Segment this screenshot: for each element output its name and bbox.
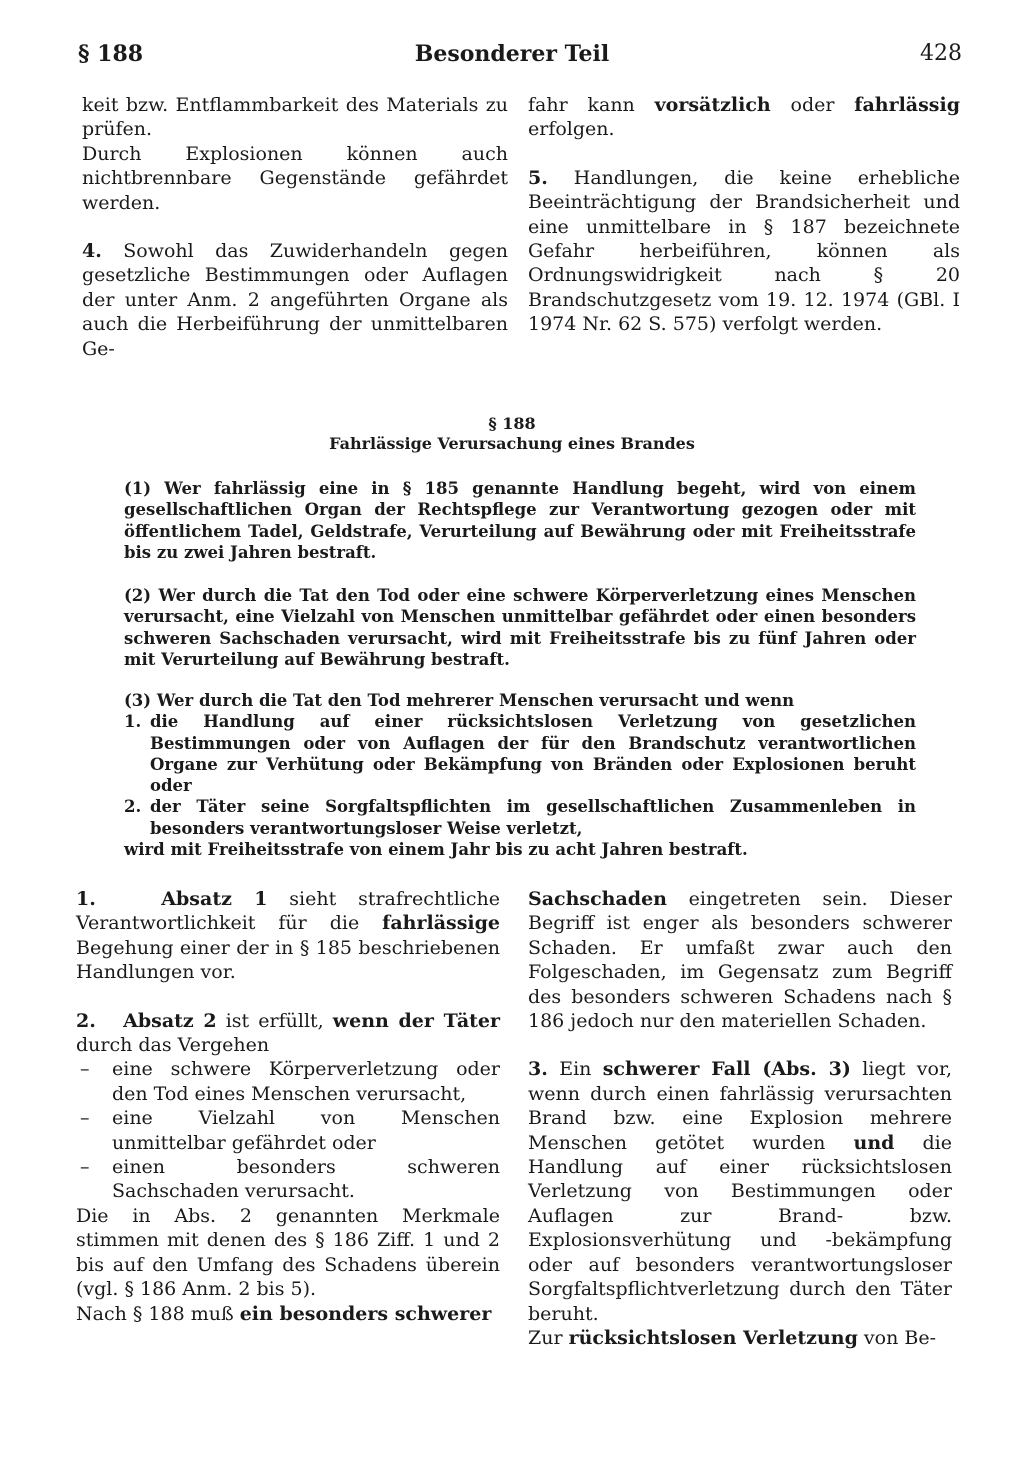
annotation-number: 1. <box>76 888 96 910</box>
paragraph-text <box>528 1326 952 1350</box>
bold-term: fahrlässige <box>382 912 500 935</box>
paragraph-continuation-right <box>528 93 960 142</box>
law-paragraph-3 <box>124 690 916 860</box>
paragraph-continuation: keit bzw. Entflammbarkeit des Materials zu prüfen. <box>82 94 508 141</box>
dash-marker: – <box>80 1107 90 1130</box>
dash-marker: – <box>80 1058 90 1081</box>
annotation-text: Handlungen, die keine erhebliche Beeinträchtigung der Brandsicherheit und eine unmittelbare in § 187 bezeichnete Gefahr herbeiführen, können als Ordnungswidrigkeit nach § 20 Brandschutzgesetz vom 19. 12. 1974 (GBl. I 1974 Nr. 62 S. 575) verfolgt werden. <box>528 166 960 336</box>
bold-term: rücksichtslosen Verletzung <box>568 1326 858 1349</box>
annotation-number: 5. <box>528 166 548 189</box>
text-run: Ein <box>547 1058 603 1081</box>
law-text: (3) Wer durch die Tat den Tod mehrerer Menschen verursacht und wenn <box>124 691 795 710</box>
list-text: der Täter seine Sorgfaltspflichten im gesellschaftlichen Zusammenleben in besonders verantwortungsloser Weise verletzt, <box>150 797 916 838</box>
annotation-3 <box>528 1057 952 1325</box>
law-list-item <box>124 711 916 796</box>
bold-term: schwerer Fall (Abs. 3) <box>602 1058 851 1081</box>
law-text: (2) Wer durch die Tat den Tod oder eine schwere Körperverletzung eines Menschen verursacht, eine Vielzahl von Menschen unmittelbar gefährdet oder einen besonders schweren Sachschaden verursacht, wird mit Freiheitsstrafe bis zu fünf Jahren oder mit Verurteilung auf Bewährung bestraft. <box>124 586 916 669</box>
law-text: wird mit Freiheitsstrafe von einem Jahr bis zu acht Jahren bestraft. <box>124 840 748 860</box>
header-section: § 188 <box>78 41 144 67</box>
text-run: eingetreten sein. Dieser Begriff ist enger als besonders schwerer Schaden. Er umfaßt zwar auch den Folgeschaden, im Gegensatz zum Begriff des besonders schweren Schadens nach § 186 jedoch nur den materiellen Schaden. <box>528 888 952 1033</box>
text-run: ist erfüllt, <box>216 1009 333 1032</box>
top-left-column <box>82 93 508 361</box>
annotation-number: 3. <box>528 1058 548 1081</box>
paragraph-text <box>76 1302 500 1326</box>
law-section-title: Fahrlässige Verursachung eines Brandes <box>329 434 695 453</box>
list-number: 1. <box>124 712 142 732</box>
law-paragraph-1 <box>124 478 916 563</box>
bold-term: ein besonders schwerer <box>239 1302 492 1325</box>
list-number: 2. <box>124 797 142 817</box>
annotation-2 <box>76 1009 500 1058</box>
annotation-5 <box>528 166 960 337</box>
bold-term: vorsätzlich <box>654 94 771 116</box>
dash-list-item <box>76 1057 500 1106</box>
annotation-1 <box>76 887 500 985</box>
dash-list-item <box>76 1106 500 1155</box>
list-text: eine schwere Körperverletzung oder den Tod eines Menschen verursacht, <box>112 1058 500 1105</box>
page-number: 428 <box>920 41 962 66</box>
text-run: Zur <box>528 1326 569 1349</box>
header-title: Besonderer Teil <box>414 41 610 67</box>
list-text: einen besonders schweren Sachschaden verursacht. <box>112 1156 500 1203</box>
bottom-right-column <box>528 887 952 1350</box>
bold-term: wenn der Täter <box>332 1009 501 1032</box>
paragraph-continuation-right <box>528 887 952 1033</box>
law-list-item <box>124 796 916 839</box>
law-text: (1) Wer fahrlässig eine in § 185 genannte Handlung begeht, wird von einem gesellschaftlichen Organ der Rechtspflege zur Verantwortung gezogen oder mit öffentlichem Tadel, Geldstrafe, Verurteilung auf Bewährung oder mit Freiheitsstrafe bis zu zwei Jahren bestraft. <box>124 479 916 562</box>
annotation-4 <box>82 239 508 361</box>
dash-marker: – <box>80 1156 90 1179</box>
text-run: sieht strafrechtliche Verantwortlichkeit für die <box>76 888 501 935</box>
law-section-number: § 188 <box>488 414 536 433</box>
text-run: Begehung einer der in § 185 beschriebenen Handlungen vor. <box>76 936 500 984</box>
text-run: von Be- <box>857 1326 937 1349</box>
dash-list-item <box>76 1155 500 1204</box>
bold-term: Absatz 2 <box>123 1009 217 1032</box>
bold-term: fahrlässig <box>854 94 960 116</box>
annotation-text: Sowohl das Zuwiderhandeln gegen gesetzliche Bestimmungen oder Auflagen der unter Anm. 2 angeführten Organe als auch die Herbeiführung der unmittelbaren Ge- <box>82 240 508 360</box>
bottom-left-column <box>76 887 500 1326</box>
text-run: durch das Vergehen <box>76 1034 270 1057</box>
text-run: oder <box>770 94 855 116</box>
bold-term: und <box>853 1131 895 1154</box>
paragraph-explosions: Durch Explosionen können auch nichtbrennbare Gegenstände gefährdet werden. <box>82 142 508 214</box>
text-run: Nach § 188 muß <box>76 1302 240 1325</box>
text-run: fahr kann <box>528 94 655 116</box>
list-text: die Handlung auf einer rücksichtslosen Verletzung von gesetzlichen Bestimmungen oder von Auflagen der für den Brandschutz verantwortlichen Organe zur Verhütung oder Bekämpfung von Bränden oder Explosionen beruht oder <box>150 712 916 796</box>
annotation-number: 4. <box>82 240 102 263</box>
bold-term: Absatz 1 <box>161 888 268 910</box>
annotation-number: 2. <box>76 1009 96 1032</box>
text-run: liegt vor, wenn durch einen fahrlässig verursachten Brand bzw. eine Explosion mehrere Menschen getötet wurden <box>528 1058 952 1154</box>
law-paragraph-2 <box>124 585 916 670</box>
text-run: erfolgen. <box>528 118 615 141</box>
top-right-column <box>528 93 960 337</box>
bold-term: Sachschaden <box>528 888 667 910</box>
list-text: eine Vielzahl von Menschen unmittelbar gefährdet oder <box>112 1107 500 1154</box>
text-run: die Handlung auf einer rücksichtslosen Verletzung von Bestimmungen oder Auflagen zur Brand- bzw. Explosionsverhütung und -bekämpfung oder auf besonders verantwortungsloser Sorgfaltspflichtverletzung durch den Täter beruht. <box>528 1131 952 1325</box>
paragraph-text: Die in Abs. 2 genannten Merkmale stimmen mit denen des § 186 Ziff. 1 und 2 bis auf den Umfang des Schadens überein (vgl. § 186 Anm. 2 bis 5). <box>76 1204 500 1301</box>
